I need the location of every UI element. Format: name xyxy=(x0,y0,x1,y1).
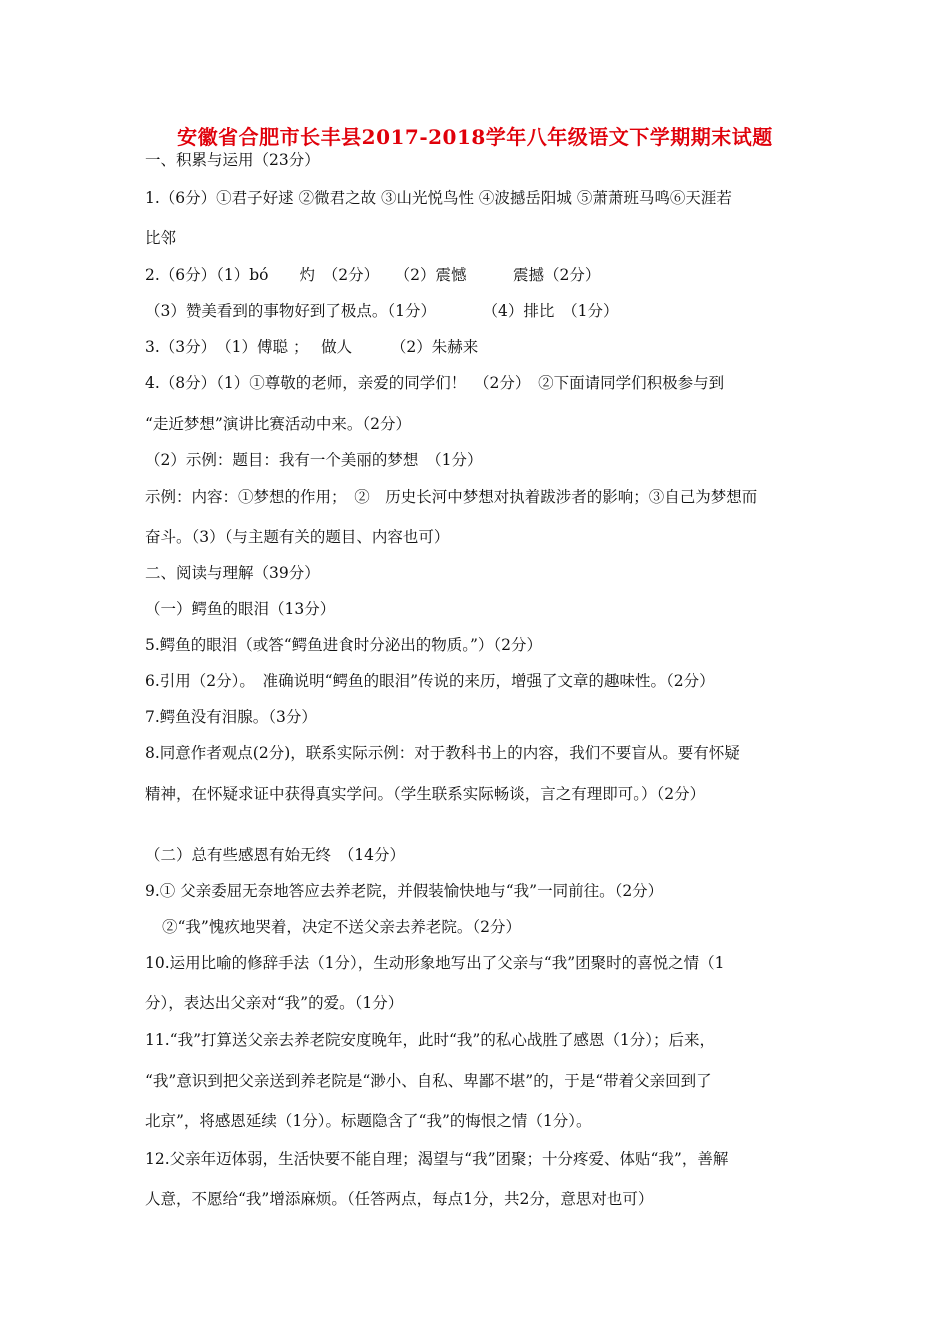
answer-line-q12: 12.父亲年迈体弱，生活快要不能自理；渴望与“我”团聚；十分疼爱、体贴“我”，善解 xyxy=(145,1150,729,1168)
answer-line-q1-cont: 比邻 xyxy=(145,229,177,247)
answer-line-q4-example-cont: 奋斗。（3）（与主题有关的题目、内容也可） xyxy=(145,528,450,546)
answer-line-q10: 10.运用比喻的修辞手法（1分），生动形象地写出了父亲与“我”团聚时的喜悦之情（1 xyxy=(145,954,725,972)
answer-line-q2: 2.（6分）（1）bó 灼 （2分） （2）震憾 震撼（2分） xyxy=(145,266,601,284)
document-title: 安徽省合肥市长丰县2017-2018学年八年级语文下学期期末试题 xyxy=(177,125,773,149)
answer-line-q9-2: ②“我”愧疚地哭着，决定不送父亲去养老院。（2分） xyxy=(162,918,521,936)
answer-line-q11-cont: “我”意识到把父亲送到养老院是“渺小、自私、卑鄙不堪”的，于是“带着父亲回到了 xyxy=(145,1072,712,1090)
answer-line-q11: 11.“我”打算送父亲去养老院安度晚年，此时“我”的私心战胜了感恩（1分）；后来， xyxy=(145,1031,715,1049)
answer-line-q8-cont: 精神，在怀疑求证中获得真实学问。（学生联系实际畅谈，言之有理即可。）（2分） xyxy=(145,785,706,803)
answer-line-q4: 4.（8分）（1）①尊敬的老师，亲爱的同学们！ （2分） ②下面请同学们积极参与到 xyxy=(145,374,725,392)
section-heading-reading: 二、阅读与理解（39分） xyxy=(145,564,320,582)
answer-line-q11-cont2: 北京”，将感恩延续（1分）。标题隐含了“我”的悔恨之情（1分）。 xyxy=(145,1112,592,1130)
answer-line-q7: 7.鳄鱼没有泪腺。（3分） xyxy=(145,708,317,726)
subsection-heading-gratitude: （二）总有些感恩有始无终 （14分） xyxy=(145,846,405,864)
answer-line-q1: 1.（6分）①君子好逑 ②微君之故 ③山光悦鸟性 ④波撼岳阳城 ⑤萧萧班马鸣⑥天涯若 xyxy=(145,189,732,207)
answer-line-q4-example-title: （2）示例：题目：我有一个美丽的梦想 （1分） xyxy=(145,451,483,469)
answer-line-q3: 3.（3分） （1）傅聪 ； 做人 （2）朱赫来 xyxy=(145,338,479,356)
answer-line-q6: 6.引用（2分）。 准确说明“鳄鱼的眼泪”传说的来历，增强了文章的趣味性。（2分） xyxy=(145,672,715,690)
answer-line-q5: 5.鳄鱼的眼泪（或答“鳄鱼进食时分泌出的物质。”）（2分） xyxy=(145,636,543,654)
answer-line-q8: 8.同意作者观点(2分)，联系实际示例：对于教科书上的内容，我们不要盲从。要有怀疑 xyxy=(145,744,740,762)
answer-line-q2-cont: （3）赞美看到的事物好到了极点。（1分） （4）排比 （1分） xyxy=(145,302,619,320)
section-heading-accumulation: 一、积累与运用（23分） xyxy=(145,151,320,169)
answer-line-q10-cont: 分），表达出父亲对“我”的爱。（1分） xyxy=(145,994,404,1012)
answer-line-q4-example-content: 示例：内容：①梦想的作用； ② 历史长河中梦想对执着跋涉者的影响；③自己为梦想而 xyxy=(145,488,758,506)
answer-line-q4-cont: “走近梦想”演讲比赛活动中来。（2分） xyxy=(145,415,411,433)
subsection-heading-crocodile: （一）鳄鱼的眼泪（13分） xyxy=(145,600,336,618)
answer-line-q9-1: 9.① 父亲委屈无奈地答应去养老院，并假装愉快地与“我”一同前往。（2分） xyxy=(145,882,664,900)
answer-line-q12-cont: 人意，不愿给“我”增添麻烦。（任答两点，每点1分，共2分，意思对也可） xyxy=(145,1190,654,1208)
